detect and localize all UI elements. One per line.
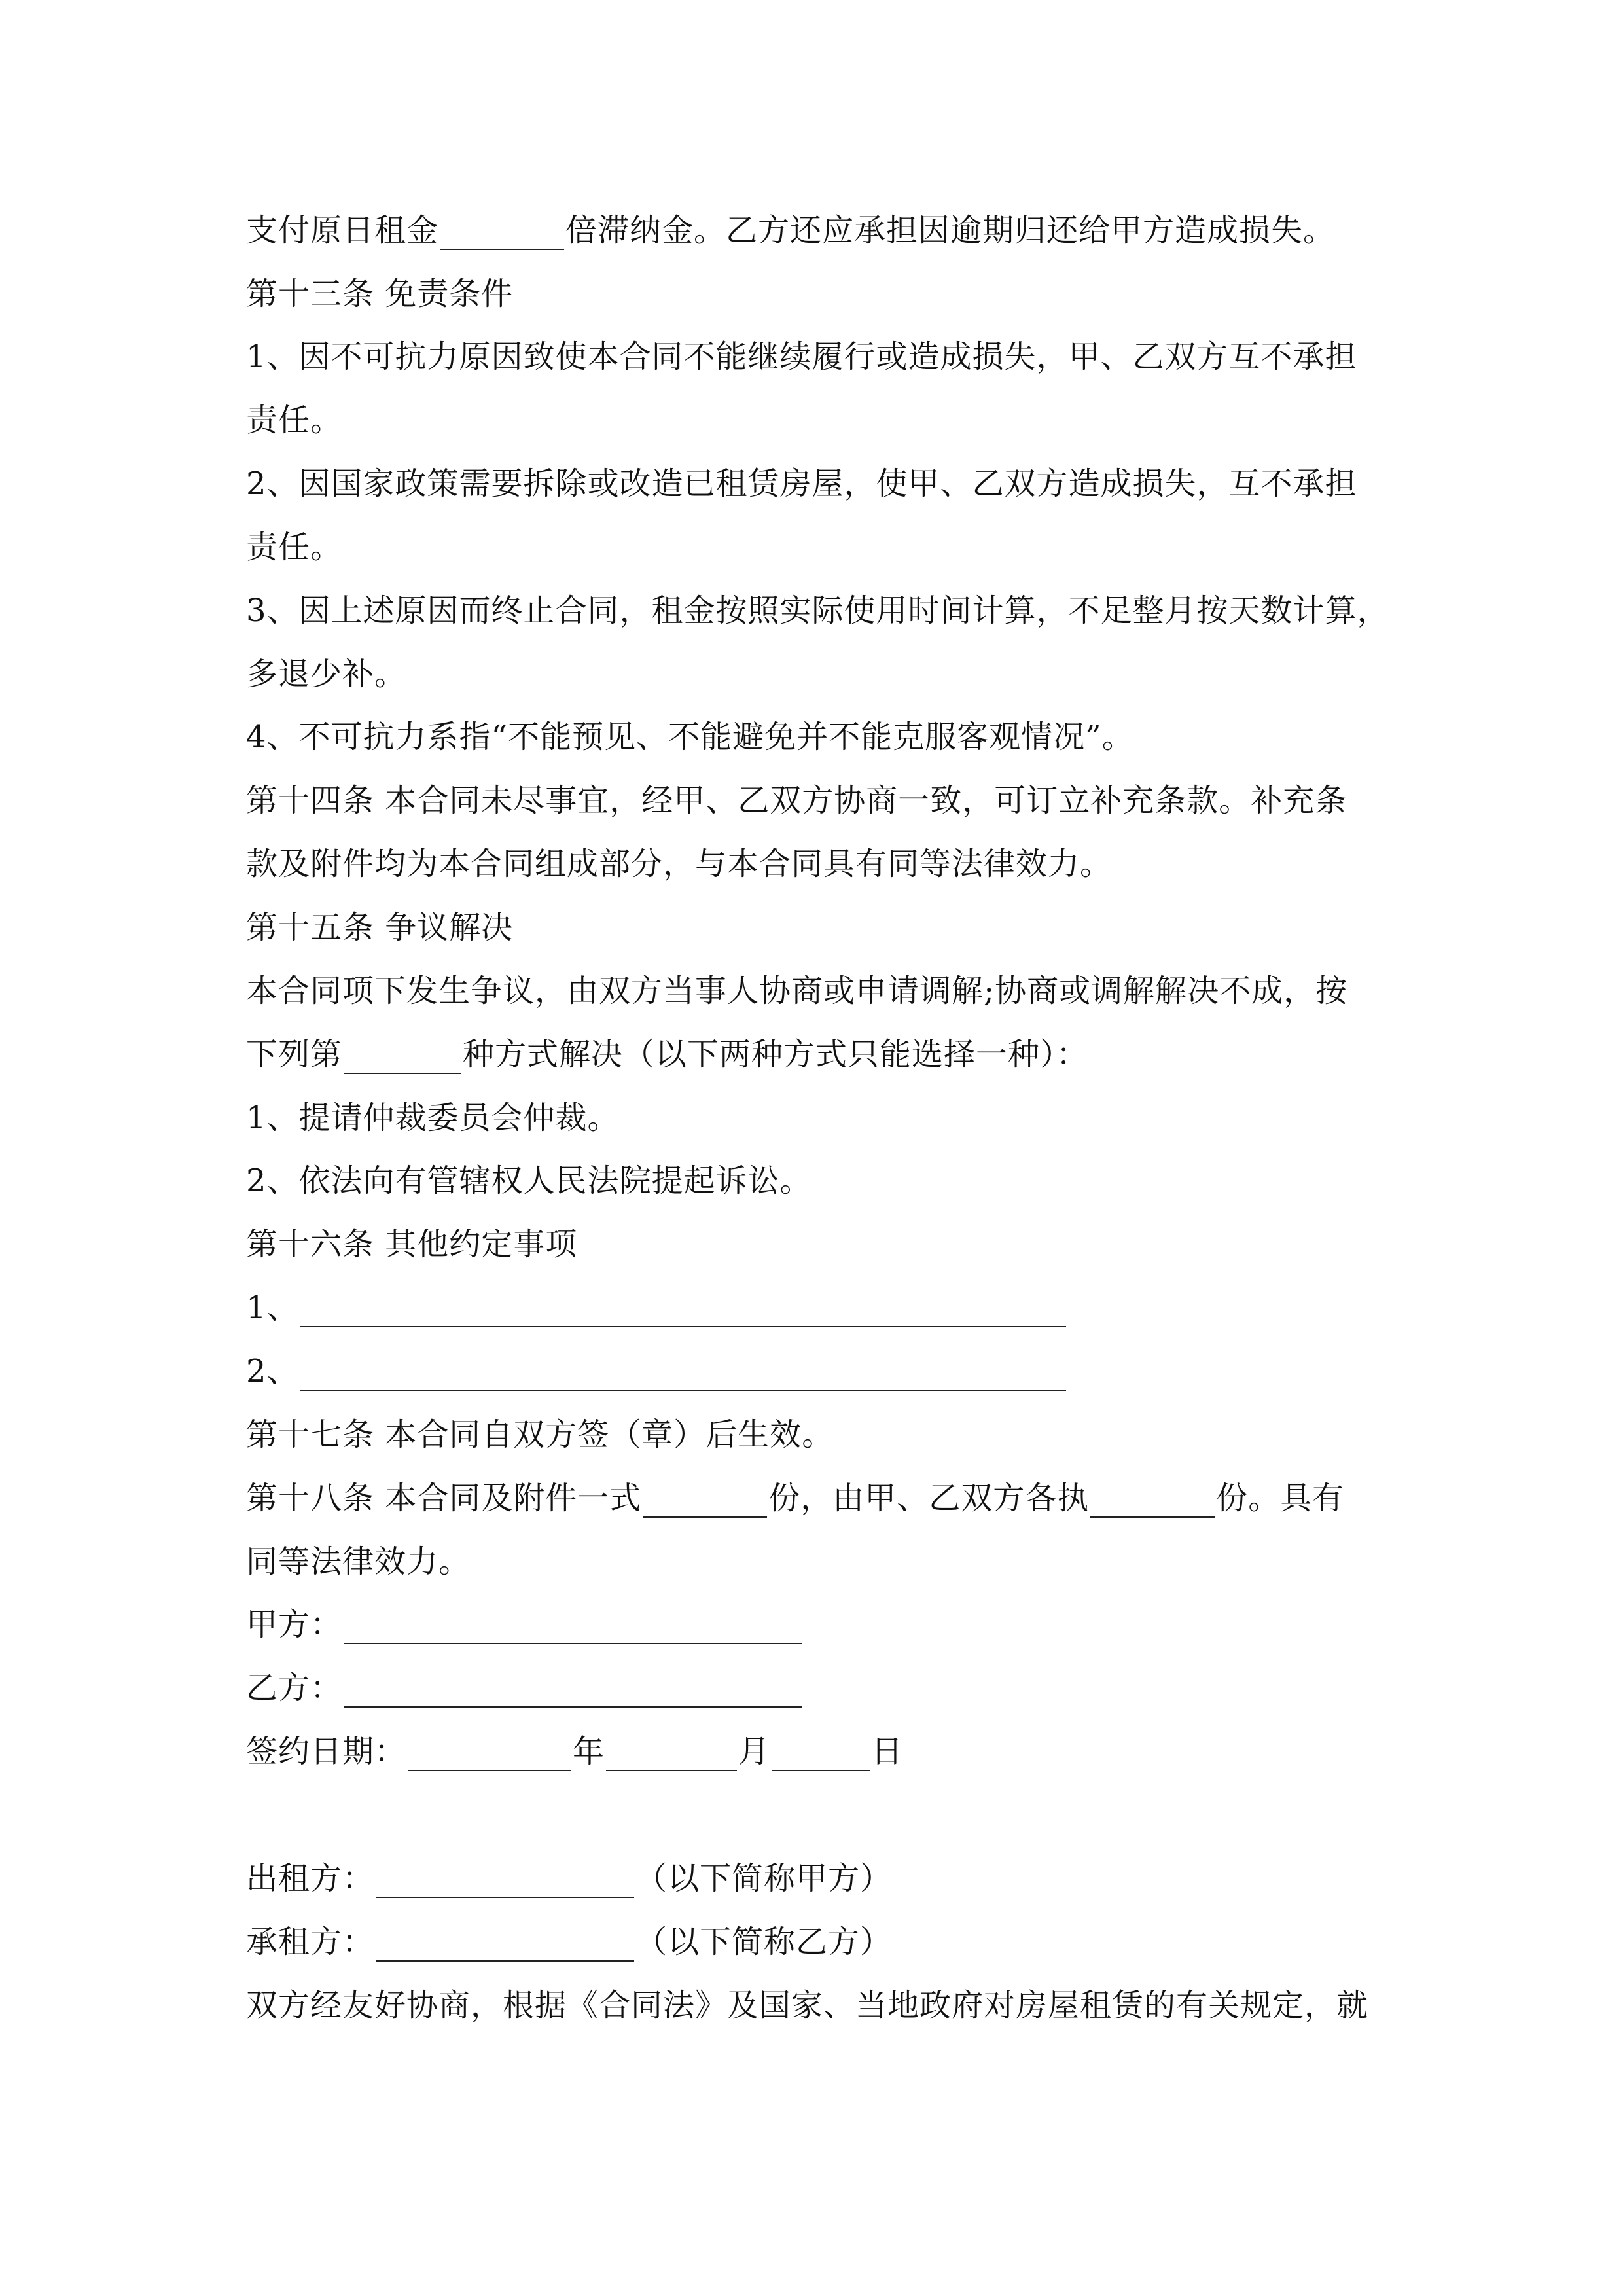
text-line: 双方经友好协商，根据《合同法》及国家、当地政府对房屋租赁的有关规定，就 (246, 1987, 1369, 2024)
fill-blank[interactable] (344, 1676, 802, 1708)
fill-blank[interactable] (606, 1740, 737, 1771)
lessor-line: 出租方： （以下简称甲方） (246, 1860, 893, 1897)
article-14: 第十四条 本合同未尽事宜，经甲、乙双方协商一致，可订立补充条款。补充条 (246, 782, 1347, 819)
fill-blank[interactable] (772, 1740, 870, 1771)
sign-date: 签约日期： 年 月 日 (246, 1733, 904, 1770)
text-line: 4、不可抗力系指“不能预见、不能避免并不能克服客观情况”。 (246, 719, 1134, 755)
text-line: 2、 (246, 1352, 1067, 1391)
text-line: 多退少补。 (246, 656, 407, 692)
fill-blank[interactable] (300, 1359, 1066, 1391)
party-b-signature: 乙方： (246, 1668, 803, 1708)
fill-blank[interactable] (344, 1613, 802, 1644)
fill-blank[interactable] (300, 1296, 1066, 1327)
lessee-line: 承租方： （以下简称乙方） (246, 1924, 893, 1960)
text-line: 责任。 (246, 402, 343, 439)
text-line: 下列第 种方式解决（以下两种方式只能选择一种）： (246, 1036, 1089, 1073)
article-16-heading: 第十六条 其他约定事项 (246, 1226, 578, 1263)
text-line: 1、提请仲裁委员会仲裁。 (246, 1100, 620, 1136)
article-15-heading: 第十五条 争议解决 (246, 909, 514, 946)
article-18: 第十八条 本合同及附件一式 份，由甲、乙双方各执 份。具有 (246, 1480, 1345, 1516)
text-line: 3、因上述原因而终止合同，租金按照实际使用时间计算，不足整月按天数计算， (246, 592, 1389, 629)
text-line: 支付原日租金 倍滞纳金。乙方还应承担因逾期归还给甲方造成损失。 (246, 212, 1336, 249)
fill-blank[interactable] (376, 1867, 634, 1898)
text-line: 责任。 (246, 529, 343, 565)
fill-blank[interactable] (408, 1740, 571, 1771)
text-line: 2、依法向有管辖权人民法院提起诉讼。 (246, 1162, 812, 1199)
party-a-signature: 甲方： (246, 1605, 803, 1644)
text-line: 2、因国家政策需要拆除或改造已租赁房屋，使甲、乙双方造成损失，互不承担 (246, 465, 1357, 502)
fill-blank[interactable] (376, 1930, 634, 1962)
text-line: 款及附件均为本合同组成部分，与本合同具有同等法律效力。 (246, 846, 1113, 882)
fill-blank[interactable] (440, 219, 564, 250)
fill-blank[interactable] (344, 1043, 461, 1074)
fill-blank[interactable] (643, 1486, 767, 1518)
text-line: 1、因不可抗力原因致使本合同不能继续履行或造成损失，甲、乙双方互不承担 (246, 338, 1357, 375)
text-line: 1、 (246, 1288, 1067, 1327)
text-line: 同等法律效力。 (246, 1543, 471, 1580)
text-line: 本合同项下发生争议，由双方当事人协商或申请调解;协商或调解解决不成，按 (246, 973, 1348, 1009)
fill-blank[interactable] (1090, 1486, 1215, 1518)
article-13-heading: 第十三条 免责条件 (246, 276, 514, 312)
article-17: 第十七条 本合同自双方签（章）后生效。 (246, 1416, 834, 1453)
